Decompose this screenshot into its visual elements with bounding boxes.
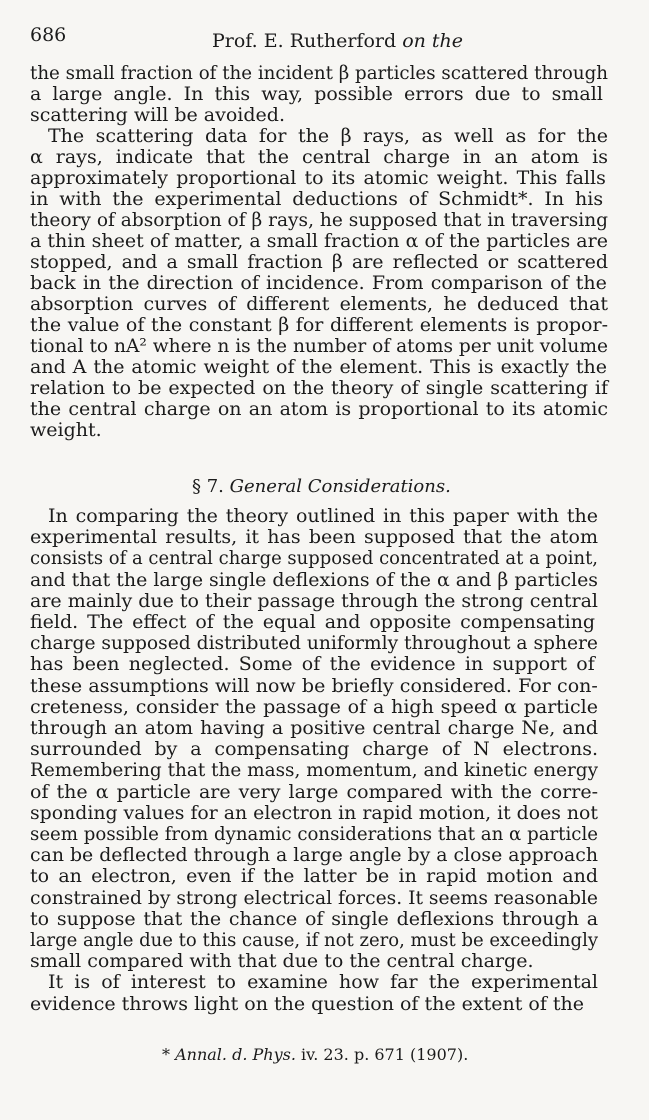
text-line: experimental results, it has been supposed that the atom xyxy=(30,526,598,549)
text-line: α rays, indicate that the central charge in an atom is xyxy=(30,146,608,168)
text-line: back in the direction of incidence. From comparison of the xyxy=(30,272,607,294)
text-line: these assumptions will now be briefly considered. For con- xyxy=(30,674,598,697)
footnote-citation-rest: iv. 23. p. 671 (1907). xyxy=(301,1045,469,1064)
text-line: charge supposed distributed uniformly throughout a sphere xyxy=(30,632,598,655)
section-number: § 7. xyxy=(192,476,224,497)
text-line: of the α particle are very large compared with the corre- xyxy=(30,780,599,803)
footnote-citation-italic: Annal. d. Phys. xyxy=(175,1045,296,1064)
text-line: In comparing the theory outlined in this paper with the xyxy=(48,505,598,527)
text-line: evidence throws light on the question of the extent of the xyxy=(30,992,585,1015)
page-number: 686 xyxy=(30,24,67,46)
text-line: Remembering that the mass, momentum, and kinetic energy xyxy=(30,759,599,782)
footnote-marker: * xyxy=(162,1045,170,1064)
text-line: relation to be expected on the theory of single scattering if xyxy=(30,377,609,399)
text-line: to an electron, even if the latter be in rapid motion and xyxy=(30,865,599,888)
running-title xyxy=(212,30,463,52)
text-line: are mainly due to their passage through the strong central xyxy=(30,589,598,612)
text-line: It is of interest to examine how far the experimental xyxy=(48,971,599,994)
text-line: scattering will be avoided. xyxy=(30,104,285,126)
section-title: General Considerations. xyxy=(229,476,451,497)
text-line: stopped, and a small fraction β are reflected or scattered xyxy=(30,251,608,273)
text-line: and that the large single deflexions of the α and β particles xyxy=(30,568,599,591)
text-line: a thin sheet of matter, a small fraction α of the particles are xyxy=(30,230,608,252)
text-line: large angle due to this cause, if not zero, must be exceedingly xyxy=(30,929,599,951)
text-line: creteness, consider the passage of a high speed α particle xyxy=(30,695,598,718)
text-line: the value of the constant β for different elements is propor- xyxy=(30,314,609,336)
running-title-italic: on the xyxy=(402,30,464,52)
text-line: the central charge on an atom is proportional to its atomic xyxy=(30,398,608,420)
text-line: small compared with that due to the central charge. xyxy=(30,950,534,973)
section-heading xyxy=(192,476,451,498)
text-line: consists of a central charge supposed concentrated at a point, xyxy=(30,547,599,570)
text-line: surrounded by a compensating charge of N electrons. xyxy=(30,738,598,761)
text-line: The scattering data for the β rays, as well as for the xyxy=(48,125,608,147)
text-line: and A the atomic weight of the element. This is exactly the xyxy=(30,356,608,378)
text-line: can be deflected through a large angle by a close approach xyxy=(30,844,599,867)
text-line: a large angle. In this way, possible errors due to small xyxy=(30,83,603,105)
text-line: constrained by strong electrical forces. It seems reasonable xyxy=(30,886,598,909)
text-line: to suppose that the chance of single deflexions through a xyxy=(30,907,599,930)
text-line: absorption curves of different elements, he deduced that xyxy=(30,293,608,315)
text-line: seem possible from dynamic considerations that an α particle xyxy=(30,823,599,845)
text-line: weight. xyxy=(30,419,102,441)
text-line: through an atom having a positive central charge Ne, and xyxy=(30,717,598,739)
running-title-author: Prof. E. Rutherford xyxy=(212,30,397,52)
text-line: has been neglected. Some of the evidence in support of xyxy=(30,653,595,676)
text-line: field. The effect of the equal and opposite compensating xyxy=(30,611,596,633)
text-line: in with the experimental deductions of Schmidt*. In his xyxy=(30,188,604,210)
text-line: tional to nA² where n is the number of atoms per unit volume xyxy=(30,335,608,357)
text-line: sponding values for an electron in rapid motion, it does not xyxy=(30,801,598,824)
footnote xyxy=(162,1045,468,1065)
text-line: the small fraction of the incident β particles scattered through xyxy=(30,62,608,84)
text-line: approximately proportional to its atomic weight. This falls xyxy=(30,167,606,189)
text-line: theory of absorption of β rays, he supposed that in traversing xyxy=(30,209,609,231)
